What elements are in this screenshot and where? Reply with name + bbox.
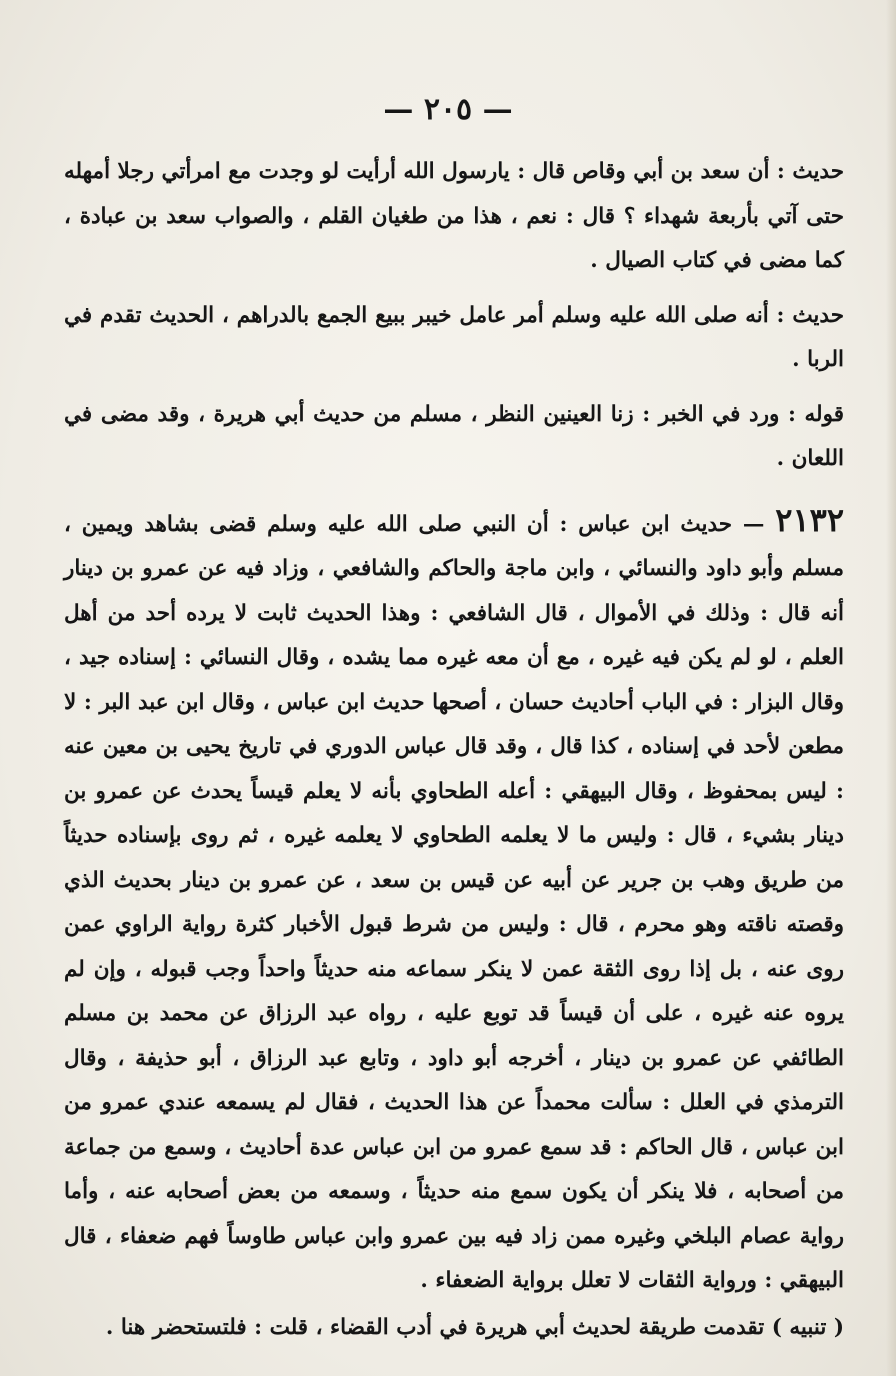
page-number: — ٢٠٥ —: [383, 92, 513, 127]
page-body: [64, 150, 844, 1350]
hadith-text: — حديث ابن عباس : أن النبي صلى الله عليه وسلم قضى بشاهد ويمين ، مسلم وأبو داود والنسائي ، وابن ماجة والحاكم والشافعي ، وزاد فيه عن عمرو بن دينار أنه قال : وذلك في الأموال ، قال الشافعي : وهذا الحديث ثابت لا يرده أحد من أهل العلم ، لو لم يكن فيه غيره ، مع أن معه غيره مما يشده ، وقال النسائي : إسناده جيد ، وقال البزار : في الباب أحاديث حسان ، أصحها حديث ابن عباس ، وقال ابن عبد البر : لا مطعن لأحد في إسناده ، كذا قال ، وقد قال عباس الدوري في تاريخ يحيى بن معين عنه : ليس بمحفوظ ، وقال البيهقي : أعله الطحاوي بأنه لا يعلم قيساً يحدث عن عمرو بن دينار بشيء ، قال : وليس ما لا يعلمه الطحاوي لا يعلمه غيره ، ثم روى بإسناده حديثاً من طريق وهب بن جرير عن أبيه عن قيس بن سعد ، عن عمرو بن دينار بحديث الذي وقصته ناقته وهو محرم ، قال : وليس من شرط قبول الأخبار كثرة رواية الراوي عمن روى عنه ، بل إذا روى الثقة عمن لا ينكر سماعه منه حديثاً واحداً وجب قبوله ، وإن لم يروه عنه غيره ، على أن قيساً قد توبع عليه ، رواه عبد الرزاق عن محمد بن مسلم الطائفي عن عمرو بن دينار ، أخرجه أبو داود ، وتابع عبد الرزاق ، أبو حذيفة ، وقال الترمذي في العلل : سألت محمداً عن هذا الحديث ، فقال لم يسمعه عندي عمرو من ابن عباس ، قال الحاكم : قد سمع عمرو من ابن عباس عدة أحاديث ، وسمع من جماعة من أصحابه ، فلا ينكر أن يكون سمع منه حديثاً ، وسمعه من بعض أصحابه عنه ، وأما رواية عصام البلخي وغيره ممن زاد فيه بين عمرو وابن عباس طاوساً فهم ضعفاء ، قال البيهقي : ورواية الثقات لا تعلل برواية الضعفاء .: [64, 511, 844, 1293]
note-paragraph: ( تنبيه ) تقدمت طريقة لحديث أبي هريرة في أدب القضاء ، قلت : فلتستحضر هنا .: [105, 1314, 844, 1340]
paragraph-2: حديث : أنه صلى الله عليه وسلم أمر عامل خيبر ببيع الجمع بالدراهم ، الحديث تقدم في الربا .: [64, 302, 844, 372]
paragraph-3: قوله : ورد في الخبر : زنا العينين النظر ، مسلم من حديث أبي هريرة ، وقد مضى في اللعان .: [64, 401, 844, 471]
page-edge-shadow: [886, 0, 896, 1376]
hadith-number: ٢١٣٢: [775, 500, 844, 539]
hadith-entry-2132: [64, 498, 844, 1304]
paragraph-1: حديث : أن سعد بن أبي وقاص قال : يارسول الله أرأيت لو وجدت مع امرأتي رجلا أمهله حتى آتي بأربعة شهداء ؟ قال : نعم ، هذا من طغيان القلم ، والصواب سعد بن عبادة ، كما مضى في كتاب الصيال .: [64, 159, 844, 273]
